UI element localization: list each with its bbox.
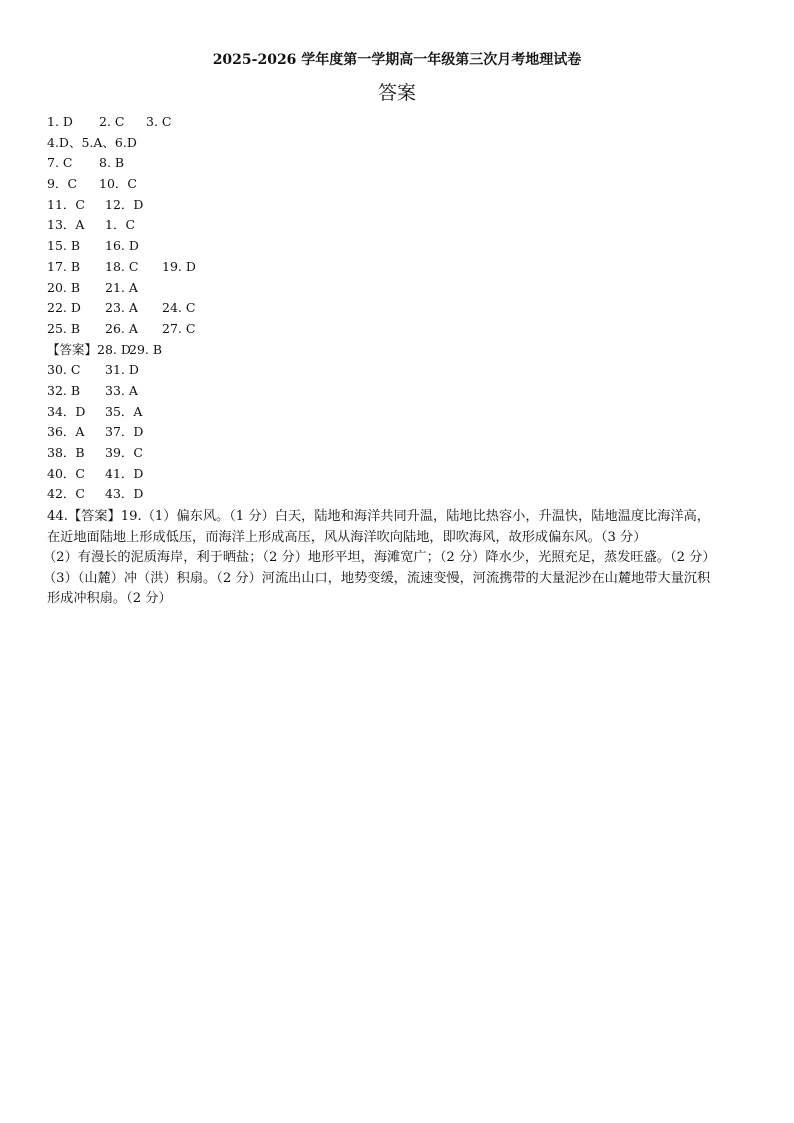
answer-item: 25. B	[47, 320, 81, 336]
answer-item: 12．D	[105, 196, 144, 212]
answer-line	[47, 195, 767, 216]
answer-line	[47, 443, 767, 464]
answer-item: 38．B	[47, 445, 85, 460]
answer-line	[47, 381, 767, 402]
answer-item: 3. C	[146, 114, 172, 129]
answer-item: 1．C	[105, 217, 136, 233]
answer-item: 8. B	[99, 155, 125, 171]
answer-line	[47, 257, 767, 278]
answer-item: 42．C	[47, 486, 85, 502]
answer-line	[47, 319, 767, 340]
answer-item: 37．D	[105, 424, 144, 440]
answer-item: 31. D	[105, 362, 139, 378]
essay-line: （2）有漫长的泥质海岸，利于晒盐；（2 分）地形平坦，海滩宽广；（2 分）降水少，光照充足，蒸发旺盛。（2 分）	[43, 550, 716, 566]
multiple-choice-answers	[47, 112, 767, 505]
essay-answer	[43, 507, 753, 610]
answer-line	[47, 215, 767, 236]
answer-item: 24. C	[162, 300, 196, 316]
answer-line	[47, 298, 767, 319]
answer-item: 16. D	[105, 238, 139, 254]
answer-item: 41．D	[105, 465, 144, 481]
answer-item: 15. B	[47, 238, 81, 254]
answer-item: 13．A	[47, 217, 85, 233]
answer-item: 21. A	[105, 279, 138, 295]
answer-item: 9．C	[47, 176, 78, 192]
answer-item: 43．D	[105, 486, 144, 502]
answer-item: 33. A	[105, 382, 138, 398]
answer-line	[47, 484, 767, 505]
answer-line	[47, 340, 767, 361]
answer-line	[47, 402, 767, 423]
answer-item: 10．C	[99, 176, 137, 192]
essay-line: 44.【答案】19.（1）偏东风。（1 分）白天，陆地和海洋共同升温，陆地比热容小，升温快，陆地温度比海洋高，	[47, 509, 710, 524]
answer-item: 【答案】28. D	[47, 341, 131, 357]
answer-line	[47, 360, 767, 381]
answer-item: 36．A	[47, 424, 85, 440]
answer-item: 29. B	[129, 341, 163, 357]
answer-item: 32. B	[47, 382, 81, 398]
answer-item: 26. A	[105, 320, 138, 336]
answer-item: 35．A	[105, 403, 143, 419]
answer-item: 34．D	[47, 403, 86, 419]
page-subtitle: 答案	[377, 82, 416, 104]
answer-item: 4.D、5.A、6.D	[47, 134, 137, 150]
answer-item: 27. C	[162, 320, 196, 336]
answer-line	[47, 133, 767, 154]
answer-line	[47, 278, 767, 299]
answer-item: 18. C	[105, 258, 139, 274]
essay-line: 在近地面陆地上形成低压，而海洋上形成高压，风从海洋吹向陆地，即吹海风，故形成偏东风。（3 分）	[47, 529, 647, 545]
answer-item: 2. C	[99, 114, 125, 129]
answer-item: 7. C	[47, 155, 73, 171]
answer-item: 22. D	[47, 300, 81, 316]
answer-item: 1. D	[47, 114, 73, 129]
answer-item: 40．C	[47, 465, 85, 481]
answer-line	[47, 174, 767, 195]
answer-line	[47, 153, 767, 174]
answer-item: 17. B	[47, 258, 81, 274]
answer-line	[47, 112, 767, 133]
answer-item: 23. A	[105, 300, 138, 316]
answer-item: 11．C	[47, 196, 85, 212]
answer-item: 39．C	[105, 445, 143, 460]
page-title: 2025-2026 学年度第一学期高一年级第三次月考地理试卷	[212, 52, 582, 68]
answer-line	[47, 464, 767, 485]
answer-line	[47, 422, 767, 443]
answer-item: 19. D	[162, 258, 196, 274]
essay-line: （3）（山麓）冲（洪）积扇。（2 分）河流出山口，地势变缓，流速变慢，河流携带的大量泥沙在山麓地带大量沉积	[43, 570, 711, 586]
answer-item: 30. C	[47, 362, 81, 378]
essay-line: 形成冲积扇。（2 分）	[47, 591, 172, 607]
answer-line	[47, 236, 767, 257]
answer-item: 20. B	[47, 279, 81, 295]
